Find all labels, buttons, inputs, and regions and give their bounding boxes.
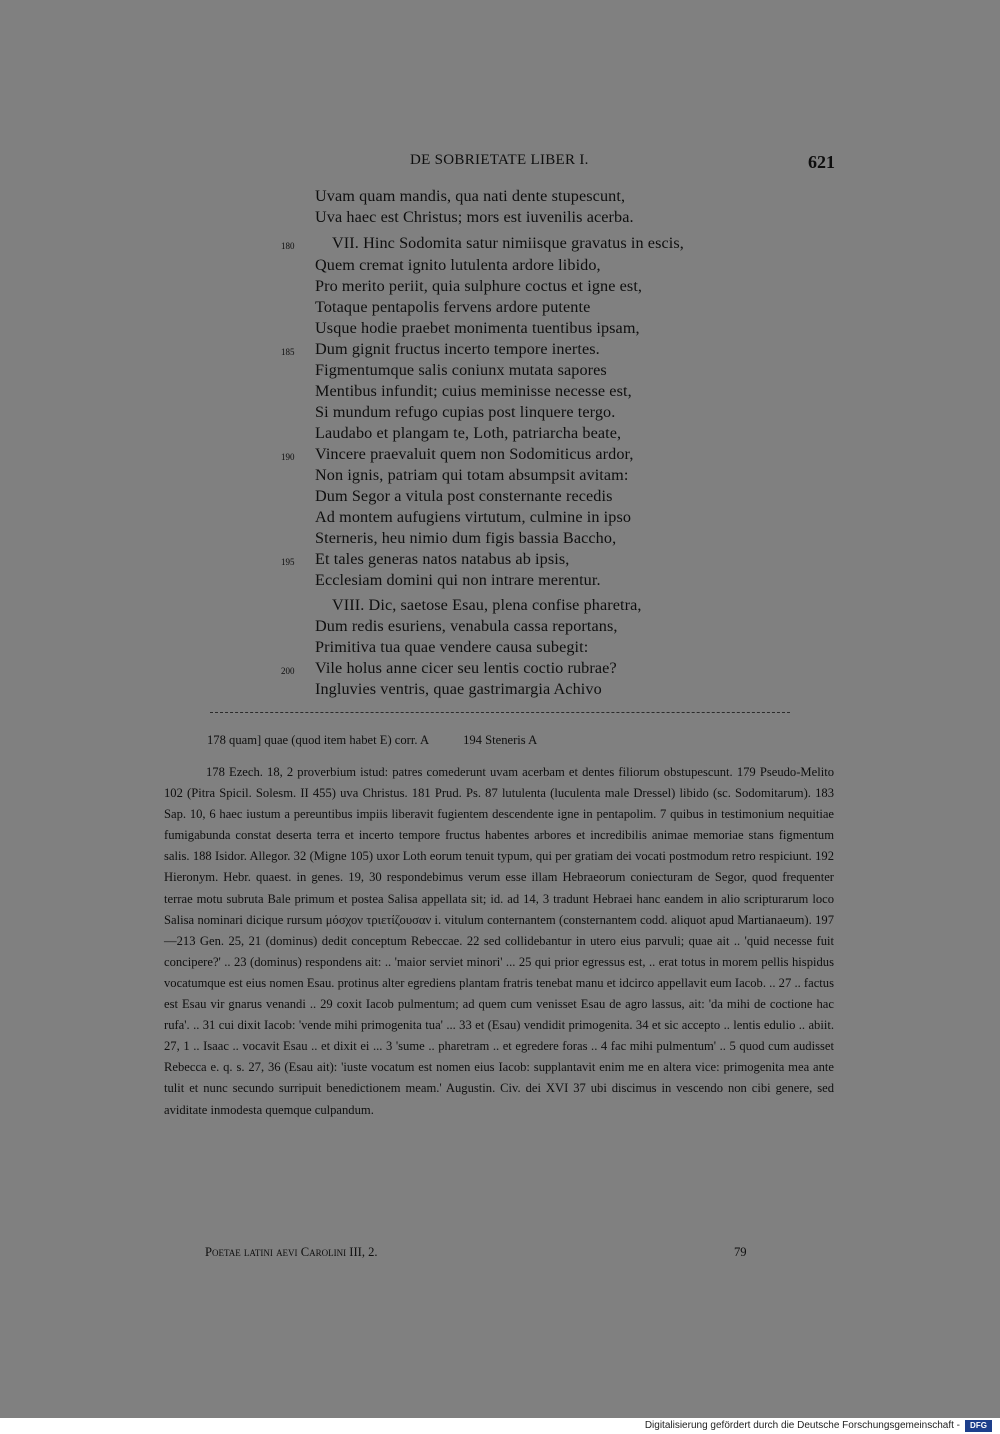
verse-line: Ad montem aufugiens virtutum, culmine in ipso xyxy=(315,508,632,526)
running-title: DE SOBRIETATE LIBER I. xyxy=(410,152,589,168)
line-number: 195 xyxy=(281,557,295,567)
verse-line: VII. Hinc Sodomita satur nimiisque gravatus in escis, xyxy=(332,234,684,252)
line-number: 200 xyxy=(281,666,295,676)
line-number: 180 xyxy=(281,241,295,251)
verse-line: Et tales generas natos natabus ab ipsis, xyxy=(315,550,570,568)
apparatus-note: 194 Steneris A xyxy=(463,733,538,747)
line-number: 185 xyxy=(281,347,295,357)
verse-line: Quem cremat ignito lutulenta ardore libido, xyxy=(315,256,601,274)
verse-line: Uvam quam mandis, qua nati dente stupescunt, xyxy=(315,187,626,205)
verse-line: Dum gignit fructus incerto tempore inertes. xyxy=(315,340,600,358)
critical-apparatus xyxy=(207,733,537,748)
verse-line: Primitiva tua quae vendere causa subegit: xyxy=(315,638,589,656)
sheet-number: 79 xyxy=(734,1245,747,1259)
line-number: 190 xyxy=(281,452,295,462)
verse-line: Si mundum refugo cupias post linquere tergo. xyxy=(315,403,616,421)
verse-line: Totaque pentapolis fervens ardore putente xyxy=(315,298,591,316)
verse-line: Vile holus anne cicer seu lentis coctio rubrae? xyxy=(315,659,617,677)
verse-line: Vincere praevaluit quem non Sodomiticus ardor, xyxy=(315,445,634,463)
separator-rule xyxy=(210,712,790,713)
source-commentary: 178 Ezech. 18, 2 proverbium istud: patres comederunt uvam acerbam et dentes filiorum obstupescunt. 179 Pseudo-Melito 102 (Pitra Spicil. Solesm. II 455) uva Christus. 181 Prud. Ps. 87 lutulenta (luculenta male Dressel) libido (sc. Sodomitarum). 183 Sap. 10, 6 haec iustum a pereuntibus impiis liberavit fugientem descendente igne in pentapolim. 7 quibus in testimonium nequitiae fumigabunda constat deserta terra et incerto tempore fructus habentes arbores et incredibilis animae memoriae stans figmentum salis. 188 Isidor. Allegor. 32 (Migne 105) uxor Loth eorum tenuit typum, qui per gratiam dei vocati postmodum retro respiciunt. 192 Hieronym. Hebr. quaest. in genes. 19, 30 respondebimus verum esse illam Hebraeorum coniecturam de Segor, quod frequenter terrae motu subruta Bale primum et postea Salisa appellata sit; id. ad 14, 3 tradunt Hebraei hanc eandem in alio scripturarum loco Salisa nominari dicique rursum μόσχον τριετίζουσαν i. vitulum conternantem (consternantem codd. aliquot apud Martianaeum). 197—213 Gen. 25, 21 (dominus) dedit conceptum Rebeccae. 22 sed collidebantur in utero eius parvuli; quae ait .. 'quid necesse fuit concipere?' .. 23 (dominus) respondens ait: .. 'maior serviet minori' ... 25 qui prior egressus est, .. erat totus in morem pellis hispidus vocatumque est eius nomen Esau. protinus alter egrediens plantam fratris tenebat manu et idcirco appellavit eum Iacob. .. 27 .. factus est Esau vir gnarus venandi .. 29 coxit Iacob pulmentum; ad quem cum venisset Esau de agro lassus, ait: 'da mihi de coctione hac rufa'. .. 31 cui dixit Iacob: 'vende mihi primogenita tua' ... 33 et (Esau) vendidit primogenita. 34 et sic accepto .. lentis edulio .. abiit. 27, 1 .. Isaac .. vocavit Esau .. et dixit ei ... 3 'sume .. pharetram .. et egredere foras .. 4 fac mihi pulmentum' .. 5 quod cum audisset Rebecca e. q. s. 27, 36 (Esau ait): 'iuste vocatum est nomen eius Iacob: supplantavit enim me en altera vice: primogenita mea ante tulit et nunc secundo surripuit benedictionem meam.' Augustin. Civ. dei XVI 37 ubi discimus in vescendo non cibi genere, sed aviditate inmodesta quemque culpandum. xyxy=(164,765,834,1117)
verse-line: VIII. Dic, saetose Esau, plena confise pharetra, xyxy=(332,596,642,614)
verse-line: Mentibus infundit; cuius meminisse necesse est, xyxy=(315,382,632,400)
verse-line: Laudabo et plangam te, Loth, patriarcha beate, xyxy=(315,424,622,442)
dfg-logo: DFG xyxy=(965,1420,992,1432)
apparatus-note: 178 quam] quae (quod item habet E) corr. A xyxy=(207,733,430,747)
verse-line: Usque hodie praebet monimenta tuentibus ipsam, xyxy=(315,319,640,337)
signature-line: Poetae latini aevi Carolini III, 2. xyxy=(205,1245,378,1259)
verse-line: Non ignis, patriam qui totam absumpsit avitam: xyxy=(315,466,629,484)
verse-line: Uva haec est Christus; mors est iuvenilis acerba. xyxy=(315,208,634,226)
verse-line: Ecclesiam domini qui non intrare merentur. xyxy=(315,571,601,589)
digitization-credit: Digitalisierung gefördert durch die Deutsche Forschungsgemeinschaft - xyxy=(644,1420,960,1431)
verse-line: Ingluvies ventris, quae gastrimargia Achivo xyxy=(315,680,602,698)
page-number: 621 xyxy=(808,152,835,172)
verse-line: Dum Segor a vitula post consternante recedis xyxy=(315,487,613,505)
verse-line: Figmentumque salis coniunx mutata sapores xyxy=(315,361,607,379)
verse-line: Dum redis esuriens, venabula cassa reportans, xyxy=(315,617,618,635)
verse-line: Pro merito periit, quia sulphure coctus et igne est, xyxy=(315,277,643,295)
verse-line: Sterneris, heu nimio dum figis bassia Baccho, xyxy=(315,529,617,547)
